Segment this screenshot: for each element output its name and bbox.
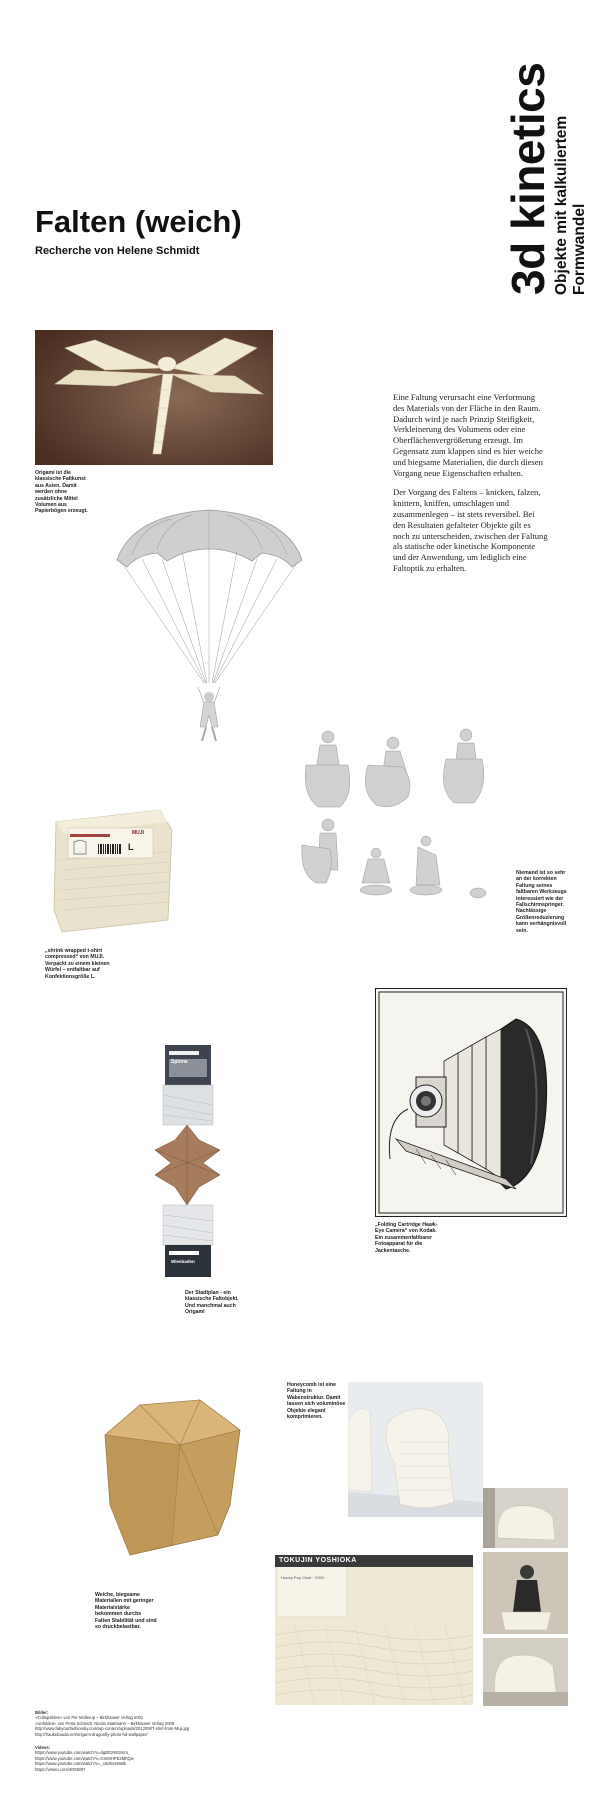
citymap-title-label: Spione <box>171 1059 188 1065</box>
credit-image-line: »Collapsibles« von Per Mollerup – Birkhäuser Verlag 2001 <box>35 1715 144 1721</box>
credit-video-link[interactable]: https://www.youtube.com/watch?v=GmMHPE2MhQw <box>35 1755 134 1761</box>
caption-stool: Weiche, biegsame Materialien mit geringer Materialstärke bekommen durchs Falten Stabilität und sind so druckbelastbar. <box>95 1592 157 1631</box>
credit-image-line: »Unfolded« von Petra Schmidt, Nicola Stattmann – Birkhäuser Verlag 2009 <box>35 1720 175 1726</box>
credit-video-link[interactable]: https://www.youtube.com/watch?v=dgBDzWGIKro <box>35 1750 128 1756</box>
caption-honeycomb: Honeycomb ist eine Faltung in Wabenstruktur. Damit lassen sich voluminöse Objekte elegant komprimieren. <box>287 1382 346 1421</box>
honeycomb-chair-image <box>348 1382 483 1517</box>
caption-citymap: Der Stadtplan - ein klassische Faltobjekt. Und manchmal auch Origami <box>185 1290 239 1316</box>
credits-images-heading: Bilder: <box>35 1710 49 1715</box>
credits <box>35 1710 335 1772</box>
honeycomb-chair-detail-1 <box>483 1488 568 1548</box>
credit-image-link[interactable]: http://www.fabyourfashiondiy.com/wp-content/uploads/2012/08/T-shirt-from-Muji.jpg <box>35 1726 190 1732</box>
honeycomb-chair-detail-3 <box>483 1638 568 1706</box>
intro-paragraph-2: Der Vorgang des Faltens – knicken, falzen, knittern, kniffen, umschlagen und zusammenlegen – ist stets reversibel. Bei den Resultaten gefalteter Objekte gilt es noch zu unterscheiden, zwischen der Faltung als statische oder kinetische Komponente und der Anwendung, um lediglich eine Faltoptik zu erhalten. <box>393 487 548 573</box>
intro-text <box>393 392 548 583</box>
tokujin-book-subtitle: Honey-Pop Chair · 2000 <box>281 1575 325 1580</box>
citymap-sub-label: Wiesbaden <box>171 1259 195 1264</box>
page-subtitle: Recherche von Helene Schmidt <box>35 245 200 257</box>
intro-paragraph-1: Eine Faltung verursacht eine Verformung des Materials von der Fläche in den Raum. Dadurch wird je nach Prinzip Steifigkeit, Verkleinerung des Volumens oder eine Oberflächenvergrößerung erzeugt. Im Gegensatz zum klappen sind es hier weiche und biegsame Materialien, die durch diesen Vorgang neue Eigenschaften erhalten. <box>393 392 543 478</box>
brand-subtitle: Objekte mit kalkuliertem Formwandel <box>553 115 588 295</box>
credit-video-link[interactable]: https://vimeo.com/4003897 <box>35 1766 86 1772</box>
credit-image-link[interactable]: http://fraukebauda.net/origami-dragonfly-photo-hd-wallpaper/ <box>35 1731 148 1737</box>
page-title: Falten (weich) <box>35 204 242 239</box>
muji-brand-label: MUJI <box>132 830 144 836</box>
tokujin-yoshioka-honeycomb-image <box>275 1555 473 1705</box>
parachute-illustration <box>112 505 307 745</box>
caption-camera: „Folding Cartridge Hawk-Eye Camera“ von Kodak. Ein zusammenfaltbarer Fotoapparat für die Jackentasche. <box>375 1222 438 1254</box>
caption-muji: „shrink wrapped t-shirt compressed“ von MUJI. Verpackt zu einem kleinen Würfel – entfaltbar auf Konfektionsgröße L. <box>45 948 110 980</box>
brand-block <box>502 25 590 295</box>
origami-dragonfly-image <box>35 330 273 465</box>
brand-title: 3d kinetics <box>502 62 554 295</box>
parachute-folding-sequence <box>298 725 493 910</box>
kodak-camera-image <box>375 988 567 1217</box>
credits-videos-heading: Videos: <box>35 1745 51 1751</box>
tokujin-book-title: TOKUJIN YOSHIOKA <box>279 1557 357 1564</box>
caption-folding-person: Niemand ist so sehr an der korrekten Faltung seines faltbaren Werkzeugs interessiert wie der Fallschirmspringer. Nachlässige Größenreduzierung kann verhängnisvoll sein. <box>516 870 567 934</box>
muji-size-label: L <box>128 842 134 852</box>
folded-cardboard-stool-image <box>100 1395 250 1575</box>
caption-origami: Origami ist die klassische Faltkunst aus Asien. Damit werden ohne zusätzliche Mittel Volumen aus Papierbögen erzeugt. <box>35 470 88 515</box>
honeycomb-chair-detail-2 <box>483 1552 568 1634</box>
citymap-image <box>155 1045 220 1277</box>
muji-tshirt-image <box>50 800 175 940</box>
credit-video-link[interactable]: https://www.youtube.com/watch?v=_c6cl9xrs5Mk <box>35 1761 127 1767</box>
